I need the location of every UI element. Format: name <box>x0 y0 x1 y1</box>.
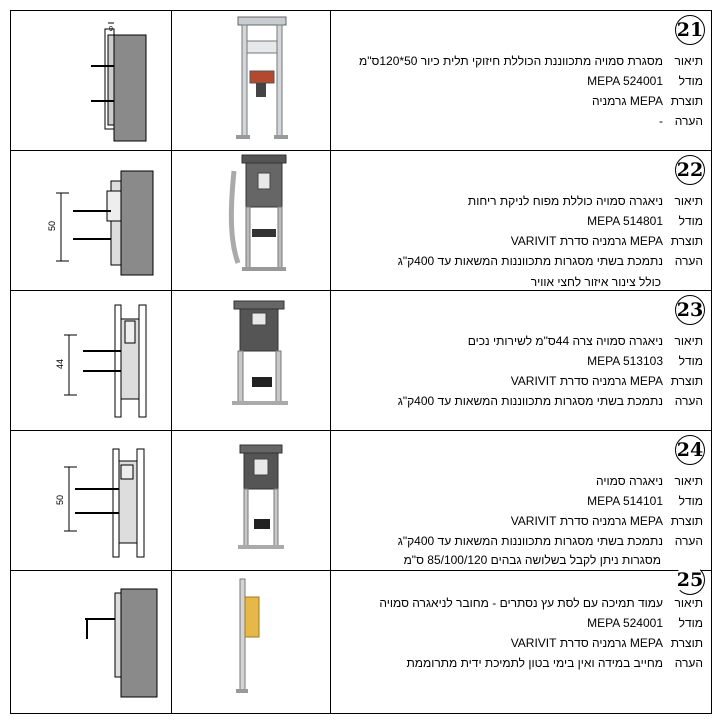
note-label: הערה <box>674 394 703 408</box>
table-row <box>11 431 712 571</box>
description-value: מסגרת סמויה מתכווננת הכוללת חיזוקי תלית כיור 50*120ס"מ <box>359 54 663 68</box>
model-value: MEPA 513103 <box>587 354 663 368</box>
description-value: ניאגרה סמויה צרה 44ס"מ לשירותי נכים <box>467 334 663 348</box>
technical-drawing-cell <box>11 151 172 291</box>
table-row <box>11 11 712 151</box>
technical-drawing <box>11 151 169 289</box>
technical-drawing <box>11 11 169 149</box>
model-value: MEPA 524001 <box>587 74 663 88</box>
make-value: MEPA גרמניה סדרת VARIVIT <box>510 234 663 248</box>
technical-drawing-cell <box>11 11 172 151</box>
product-photo-support-post <box>172 571 328 711</box>
note-value: נתמכת בשתי מסגרות מתכווננות המשאות עד 400ק"ג <box>397 394 663 408</box>
product-photo-cell <box>172 291 331 431</box>
note-value: נתמכת בשתי מסגרות מתכווננות המשאות עד 400ק"ג <box>397 254 663 268</box>
technical-drawing-cell <box>11 571 172 714</box>
description-label: תיאור <box>674 194 703 208</box>
description-label: תיאור <box>674 334 703 348</box>
product-photo-cell <box>172 431 331 571</box>
technical-drawing-cell <box>11 431 172 571</box>
product-description-cell <box>331 431 712 571</box>
item-number-badge: 22 <box>675 155 705 185</box>
extra-note: כולל צינור איזור לחצי אוויר <box>530 275 661 289</box>
svg-text:9: 9 <box>109 26 113 33</box>
model-value: MEPA 514101 <box>587 494 663 508</box>
model-label: מודל <box>678 354 703 368</box>
product-description-cell <box>331 291 712 431</box>
table-row <box>11 291 712 431</box>
note-value: - <box>659 114 663 128</box>
model-value: MEPA 524001 <box>587 616 663 630</box>
description-label: תיאור <box>674 596 703 610</box>
product-photo-cistern-frame-alt <box>172 431 328 569</box>
item-number-badge: 23 <box>675 295 705 325</box>
note-label: הערה <box>674 114 703 128</box>
model-label: מודל <box>678 214 703 228</box>
technical-drawing <box>11 431 169 569</box>
description-value: עמוד תמיכה עם לסת עץ נסתרים - מחובר לניאגרה סמויה <box>379 596 663 610</box>
make-value: MEPA גרמניה סדרת VARIVIT <box>510 636 663 650</box>
description-label: תיאור <box>674 54 703 68</box>
table-row <box>11 571 712 714</box>
make-label: תוצרת <box>670 234 703 248</box>
product-photo-narrow-cistern <box>172 291 328 429</box>
product-description-cell <box>331 571 712 714</box>
make-value: MEPA גרמניה סדרת VARIVIT <box>510 514 663 528</box>
dimension-label: 50 <box>47 220 57 231</box>
item-number-badge: 25 <box>675 565 705 595</box>
make-value: MEPA גרמניה סדרת VARIVIT <box>510 374 663 388</box>
description-label: תיאור <box>674 474 703 488</box>
model-label: מודל <box>678 616 703 630</box>
description-value: ניאגרה סמויה כוללת מפוח לניקת ריחות <box>467 194 663 208</box>
note-label: הערה <box>674 656 703 670</box>
product-photo-cell <box>172 571 331 714</box>
make-label: תוצרת <box>670 514 703 528</box>
dimension-label: 44 <box>55 358 65 369</box>
make-label: תוצרת <box>670 374 703 388</box>
model-value: MEPA 514801 <box>587 214 663 228</box>
technical-drawing-cell <box>11 291 172 431</box>
product-photo-wc-frame <box>172 11 328 149</box>
description-value: ניאגרה סמויה <box>596 474 663 488</box>
note-value: מחייב במידה ואין בימי בטון לתמיכת ידית מתרוממת <box>406 656 663 670</box>
make-label: תוצרת <box>670 636 703 650</box>
table-row <box>11 151 712 291</box>
item-number-badge: 24 <box>675 435 705 465</box>
extra-note: מסגרות ניתן לקבל בשלושה גבהים 85/100/120 ס"מ <box>403 553 661 567</box>
make-label: תוצרת <box>670 94 703 108</box>
note-value: נתמכת בשתי מסגרות מתכווננות המשאות עד 400ק"ג <box>397 534 663 548</box>
item-number-badge: 21 <box>675 15 705 45</box>
product-photo-cistern-frame <box>172 151 328 289</box>
note-label: הערה <box>674 534 703 548</box>
product-photo-cell <box>172 151 331 291</box>
make-value: MEPA גרמניה <box>592 94 663 108</box>
technical-drawing <box>11 291 169 429</box>
catalog-table <box>10 10 712 714</box>
dimension-label: 50 <box>55 494 65 505</box>
product-description-cell <box>331 151 712 291</box>
product-description-cell <box>331 11 712 151</box>
model-label: מודל <box>678 74 703 88</box>
technical-drawing <box>11 571 169 711</box>
note-label: הערה <box>674 254 703 268</box>
product-photo-cell <box>172 11 331 151</box>
model-label: מודל <box>678 494 703 508</box>
